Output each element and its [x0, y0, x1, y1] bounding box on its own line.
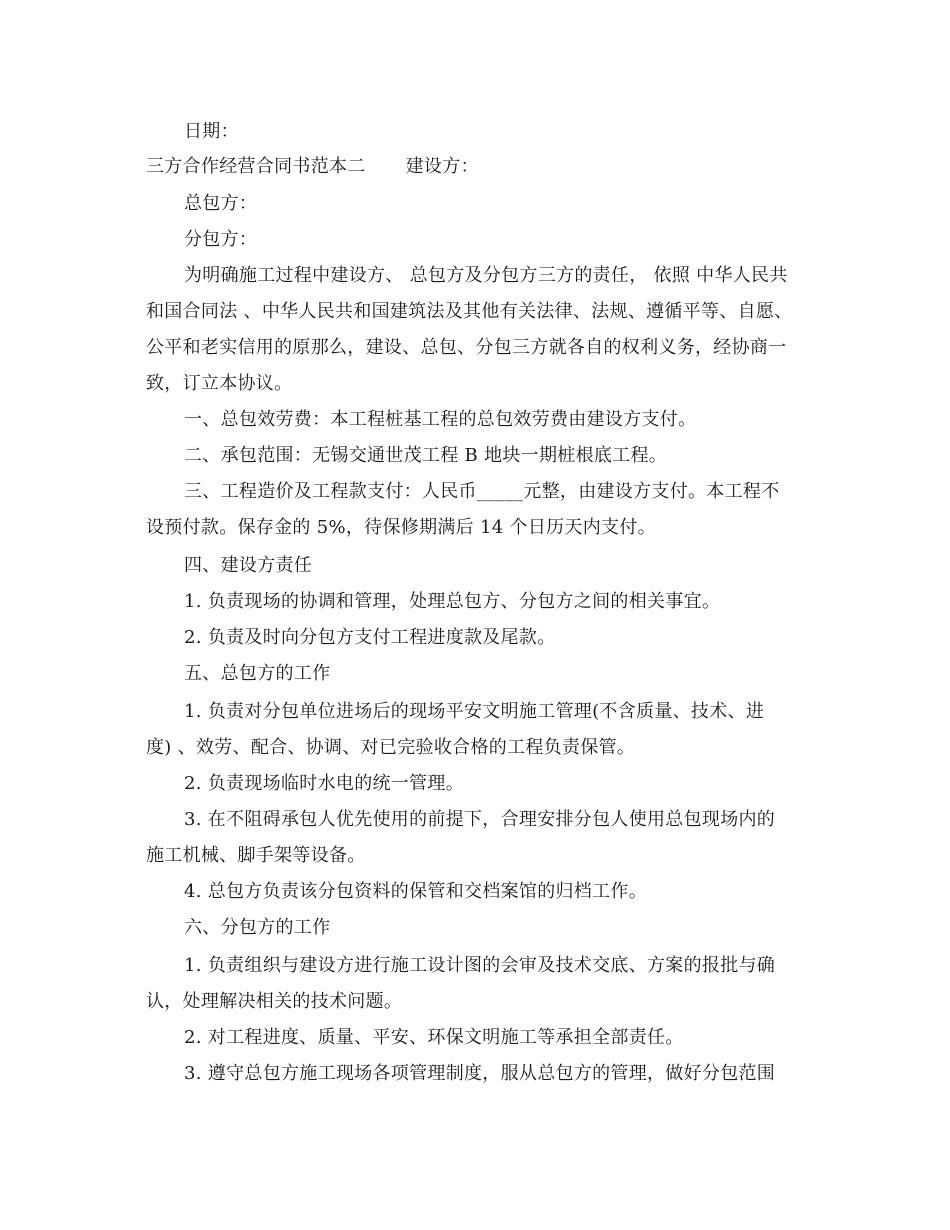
list-item: 4. 总包方负责该分包资料的保管和交档案馆的归档工作。 [184, 881, 647, 902]
section-heading: 六、分包方的工作 [184, 917, 331, 938]
section-heading: 四、建设方责任 [184, 555, 313, 576]
list-item: 1. 负责对分包单位进场后的现场平安文明施工管理(不含质量、技术、进 [184, 701, 765, 722]
clause-line: 设预付款。保存金的 5%，待保修期满后 14 个日历天内支付。 [146, 517, 656, 538]
list-item: 2. 负责现场临时水电的统一管理。 [184, 773, 464, 794]
paragraph-line: 为明确施工过程中建设方、 总包方及分包方三方的责任， 依照 中华人民共 [184, 265, 788, 286]
list-item: 施工机械、脚手架等设备。 [146, 845, 366, 866]
section-heading: 五、总包方的工作 [184, 663, 331, 684]
paragraph-line: 公平和老实信用的原那么，建设、总包、分包三方就各自的权利义务，经协商一 [146, 337, 787, 358]
list-item: 认，处理解决相关的技术问题。 [146, 991, 403, 1012]
list-item: 2. 对工程进度、质量、平安、环保文明施工等承担全部责任。 [184, 1027, 684, 1048]
date-label: 日期： [184, 121, 239, 142]
clause-line: 二、承包范围：无锡交通世茂工程 B 地块一期桩根底工程。 [184, 445, 668, 466]
paragraph-line: 和国合同法 、中华人民共和国建筑法及其他有关法律、法规、遵循平等、自愿、 [146, 301, 793, 322]
party-sub-label: 分包方： [184, 229, 258, 250]
list-item: 2. 负责及时向分包方支付工程进度款及尾款。 [184, 627, 556, 648]
clause-line: 三、工程造价及工程款支付：人民币_____元整，由建设方支付。本工程不 [184, 481, 780, 502]
paragraph-line: 致，订立本协议。 [146, 373, 293, 394]
list-item: 3. 在不阻碍承包人优先使用的前提下，合理安排分包人使用总包现场内的 [184, 809, 776, 830]
party-general-label: 总包方： [184, 193, 258, 214]
list-item: 1. 负责现场的协调和管理，处理总包方、分包方之间的相关事宜。 [184, 591, 721, 612]
list-item: 1. 负责组织与建设方进行施工设计图的会审及技术交底、方案的报批与确 [184, 955, 776, 976]
clause-line: 一、总包效劳费：本工程桩基工程的总包效劳费由建设方支付。 [184, 409, 697, 430]
document-title: 三方合作经营合同书范本二 [146, 156, 366, 177]
title-row [146, 157, 479, 177]
list-item: 3. 遵守总包方施工现场各项管理制度，服从总包方的管理，做好分包范围 [184, 1063, 776, 1084]
party-builder-label: 建设方： [405, 156, 479, 177]
list-item: 度) 、效劳、配合、协调、对已完验收合格的工程负责保管。 [146, 737, 636, 758]
